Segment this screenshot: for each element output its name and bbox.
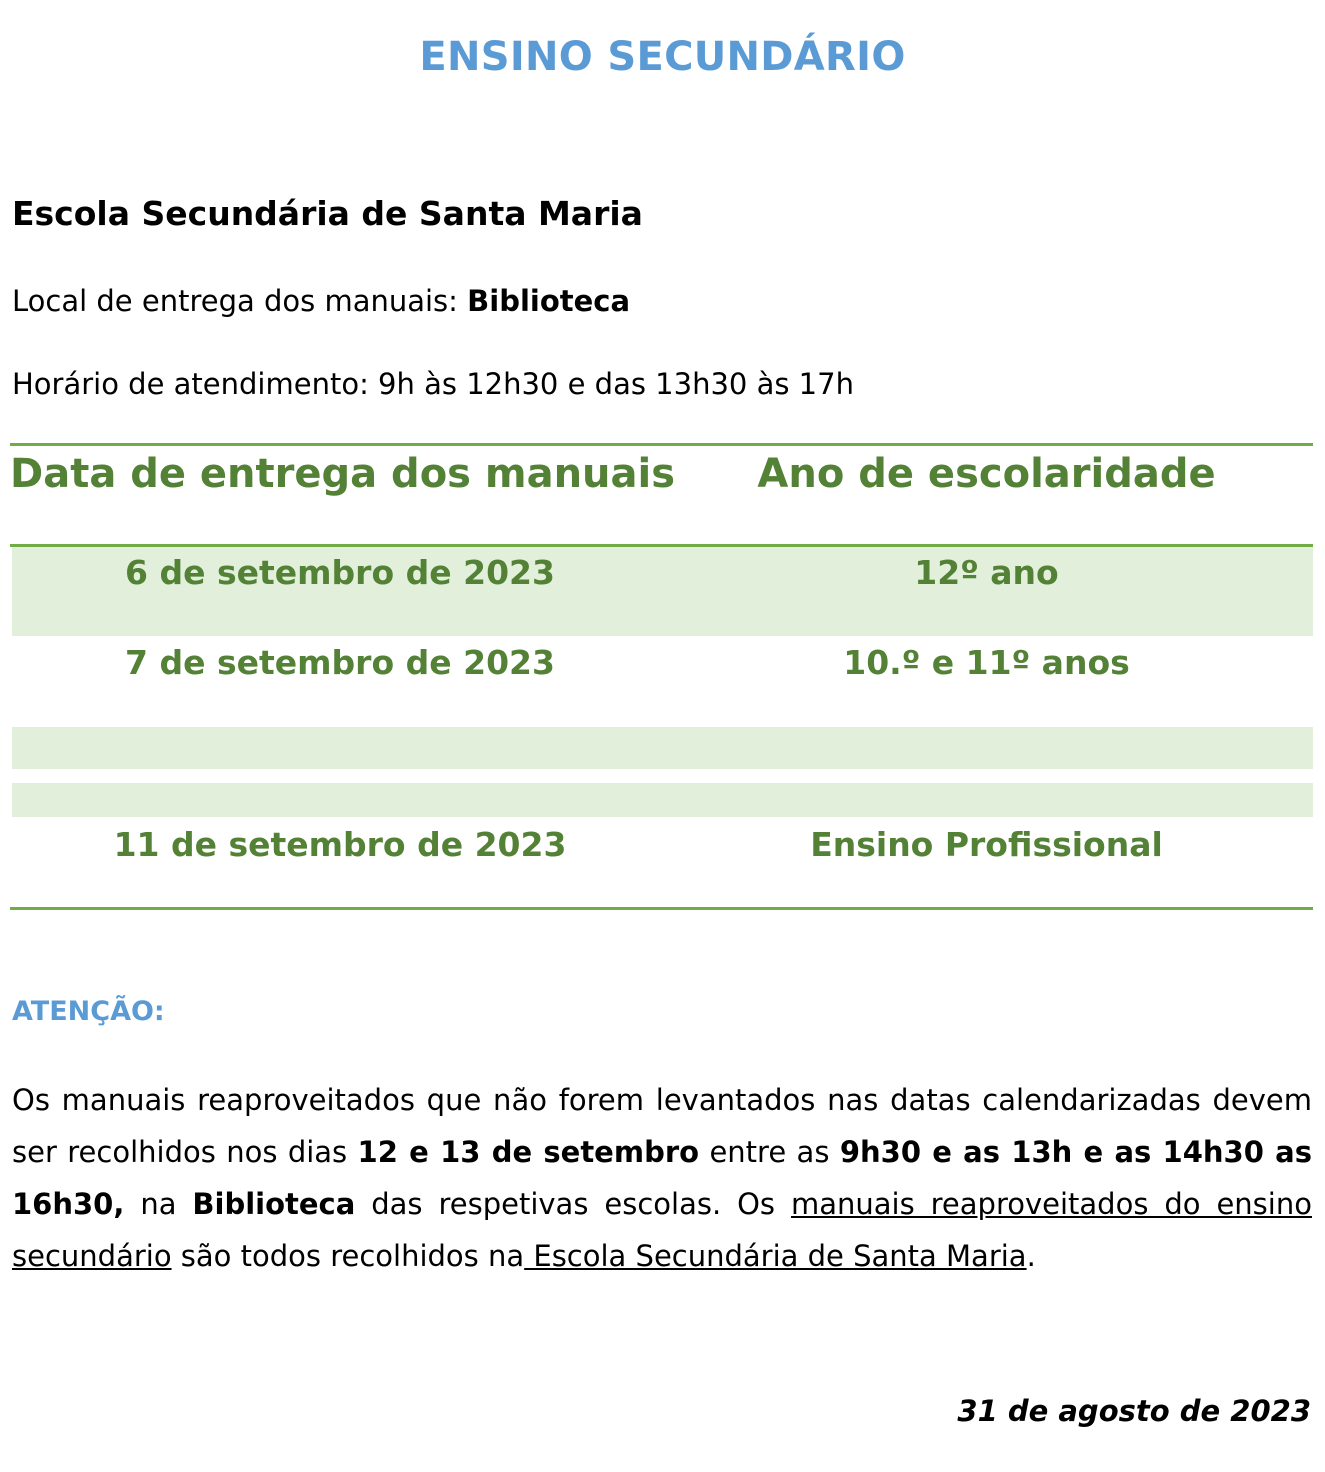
delivery-location-value: Biblioteca [467, 284, 631, 318]
paragraph-text: Os manuais reaproveitados que não forem levantados nas datas calendarizadas devem ser recolhidos nos dias [12, 1083, 1312, 1169]
paragraph-text: . [1026, 1239, 1036, 1273]
paragraph-bold-location: Biblioteca [192, 1187, 356, 1221]
table-row-year: Ensino Profissional [810, 825, 1163, 864]
page-title: ENSINO SECUNDÁRIO [419, 34, 906, 80]
school-name: Escola Secundária de Santa Maria [12, 194, 643, 233]
column-header-year: Ano de escolaridade [757, 451, 1216, 497]
document-date: 31 de agosto de 2023 [957, 1394, 1311, 1428]
paragraph-text: entre as [699, 1135, 840, 1169]
table-row-date: 6 de setembro de 2023 [125, 553, 555, 592]
paragraph-underlined-text: manuais reaproveitados do ensino secundário [12, 1187, 1312, 1273]
column-header-date: Data de entrega dos manuais [10, 451, 676, 497]
table-row-year: 12º ano [914, 553, 1059, 592]
attention-heading: ATENÇÃO: [12, 996, 165, 1027]
table-top-rule [10, 443, 1313, 446]
table-row-date: 11 de setembro de 2023 [113, 825, 567, 864]
table-row-year: 10.º e 11º anos [843, 643, 1130, 682]
table-row-date: 7 de setembro de 2023 [125, 643, 555, 682]
opening-hours: Horário de atendimento: 9h às 12h30 e das 13h30 às 17h [12, 367, 854, 401]
paragraph-bold-dates: 12 e 13 de setembro [357, 1135, 700, 1169]
attention-paragraph [12, 1074, 1312, 1282]
paragraph-text: das respetivas escolas. Os [355, 1187, 791, 1221]
table-bottom-rule [10, 907, 1313, 910]
table-row-band [12, 783, 1313, 817]
delivery-location [12, 284, 630, 318]
delivery-location-label: Local de entrega dos manuais: [12, 284, 468, 318]
table-row-band [12, 727, 1313, 769]
paragraph-text: na [124, 1187, 193, 1221]
paragraph-underlined-school: Escola Secundária de Santa Maria [524, 1239, 1027, 1273]
paragraph-text: são todos recolhidos na [171, 1239, 525, 1273]
paragraph-bold-hours: 9h30 e as 13h e as 14h30 as 16h30, [12, 1135, 1312, 1221]
